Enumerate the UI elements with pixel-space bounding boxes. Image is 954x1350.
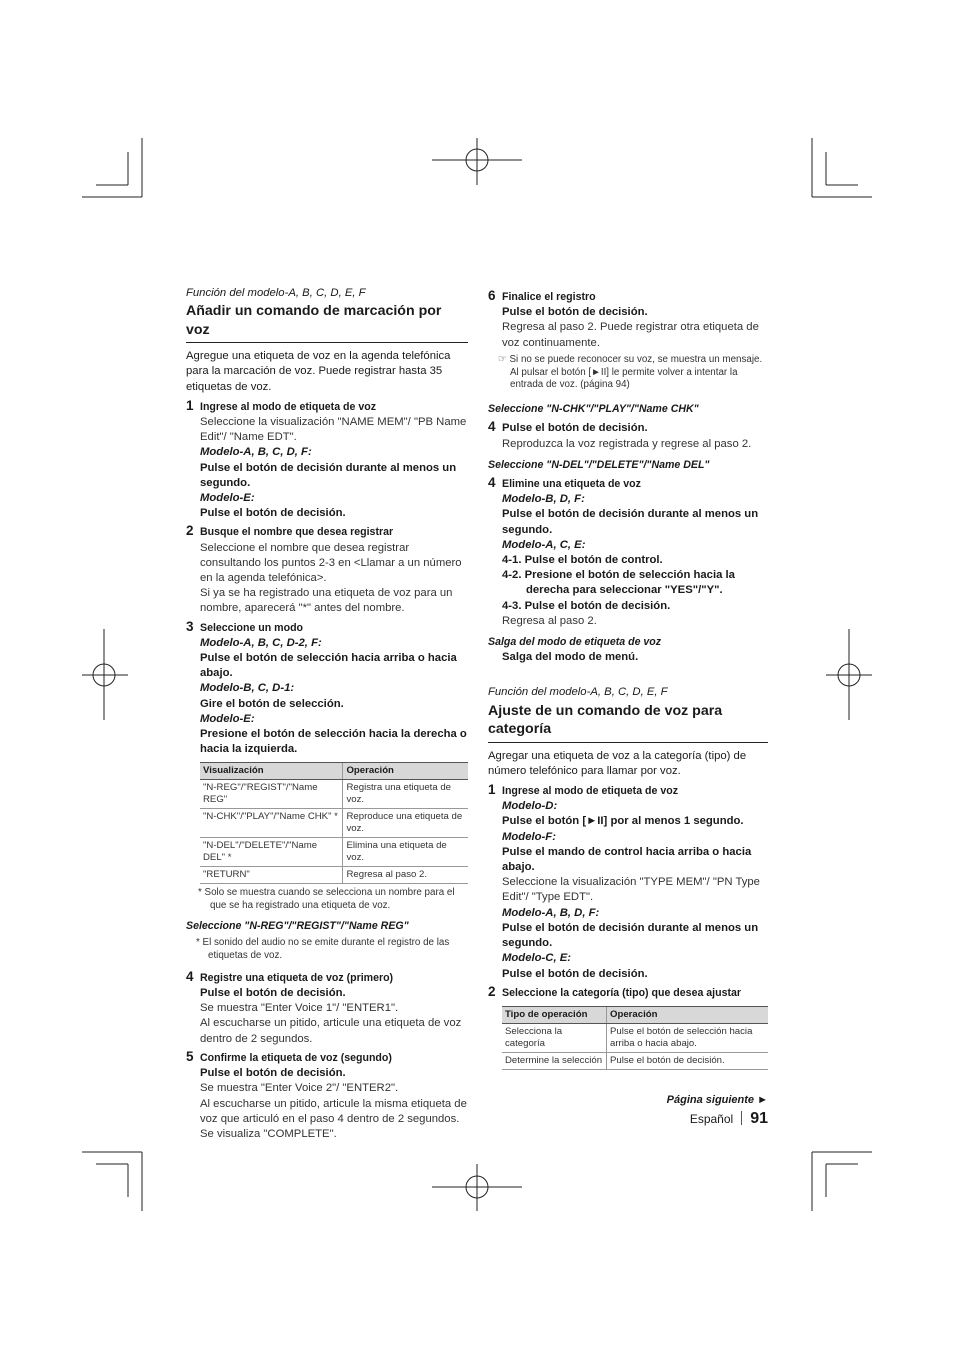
model-label: Modelo-B, D, F: [502,493,585,506]
step-text: Al escucharse un pitido, articule la misma etiqueta de voz que articuló en el paso 4 dentro de 2 segundos. [200,1097,467,1125]
table-header: Visualización [200,763,343,780]
step-number: 4 [488,475,496,491]
footer-divider [741,1111,742,1125]
table-header-row [502,1006,768,1023]
model-label: Modelo-D: [502,800,558,813]
step-instruction: Pulse el botón de decisión. [200,507,346,520]
left-column [186,286,468,1142]
table-cell: "RETURN" [200,867,343,884]
step-instruction: Presione el botón de selección hacia la derecha o hacia la izquierda. [200,728,467,756]
subsection-heading: Salga del modo de etiqueta de voz [488,636,662,649]
step-title: Seleccione un modo [200,621,304,634]
table-row [200,867,468,884]
table-cell: Pulse el botón de decisión. [607,1052,769,1069]
step-text: Seleccione la visualización "NAME MEM"/ "PB Name Edit"/ "Name EDT". [200,416,467,444]
table-row [200,780,468,809]
step-text: Si ya se ha registrado una etiqueta de voz para un nombre, aparecerá "*" antes del nombre. [200,587,453,615]
table-header-row [200,763,468,780]
model-label: Modelo-A, C, E: [502,538,586,551]
table-cell: Pulse el botón de selección hacia arriba o hacia abajo. [607,1023,769,1052]
step-number: 3 [186,618,194,634]
step-6 [488,290,768,351]
table-cell: Selecciona la categoría [502,1023,607,1052]
step-instruction: Pulse el botón de decisión. [200,1067,346,1080]
table-cell: Reproduce una etiqueta de voz. [343,809,468,838]
section-heading: Añadir un comando de marcación por voz [186,302,468,343]
category-step-2 [488,983,768,1070]
table-cell: Determine la selección [502,1052,607,1069]
step-instruction: Pulse el botón [►II] por al menos 1 segundo. [502,815,744,828]
section-intro: Agregar una etiqueta de voz a la categoría (tipo) de número telefónico para llamar por voz. [488,749,747,777]
section-intro: Agregue una etiqueta de voz en la agenda telefónica para la marcación de voz. Puede registrar hasta 35 etiquetas de voz. [186,350,451,393]
step-title: Registre una etiqueta de voz (primero) [200,971,394,984]
step-instruction: Pulse el botón de selección hacia arriba o hacia abajo. [200,652,457,680]
subsection-heading: Seleccione "N-CHK"/"PLAY"/"Name CHK" [488,403,699,416]
right-column [488,286,768,1070]
table-header: Tipo de operación [502,1006,607,1023]
model-function-note: Función del modelo-A, B, C, D, E, F [488,686,668,699]
step-2 [186,525,468,616]
subsection-heading: Seleccione "N-DEL"/"DELETE"/"Name DEL" [488,458,710,471]
mode-table [200,762,468,884]
step-text: Reproduzca la voz registrada y regrese al paso 2. [502,437,752,450]
model-label: Modelo-C, E: [502,952,572,965]
step-text: Se visualiza "COMPLETE". [200,1127,337,1140]
table-row [502,1052,768,1069]
model-label: Modelo-B, C, D-1: [200,682,295,695]
step-5 [186,1048,468,1142]
page-footer [560,1110,768,1128]
step-instruction: Pulse el botón de decisión durante al menos un segundo. [502,508,759,536]
step-instruction: Pulse el botón de decisión. [200,987,346,1000]
step-number: 5 [186,1048,194,1064]
substep: 4-2. Presione el botón de selección hacia la derecha para seleccionar "YES"/"Y". [502,569,735,597]
page-number: 91 [750,1110,768,1127]
table-header: Operación [343,763,468,780]
model-label: Modelo-A, B, C, D, F: [200,446,312,459]
step-text: Se muestra "Enter Voice 2"/ "ENTER2". [200,1082,399,1095]
step-1 [186,397,468,522]
table-row [502,1023,768,1052]
table-cell: "N-DEL"/"DELETE"/"Name DEL" * [200,838,343,867]
category-step-1 [488,784,768,982]
substep: 4-1. Pulse el botón de control. [502,554,663,567]
step-number: 6 [488,288,496,303]
retry-note: ☞ Si no se puede reconocer su voz, se muestra un mensaje. Al pulsar el botón [►II] le permite volver a intentar la entrada de voz. (página 94) [498,353,763,391]
table-cell: "N-REG"/"REGIST"/"Name REG" [200,780,343,809]
step-instruction: Pulse el botón de decisión. [502,306,648,319]
model-label: Modelo-A, B, C, D-2, F: [200,636,322,649]
step-number: 1 [186,397,194,413]
step-instruction: Pulse el botón de decisión. [502,422,648,435]
table-footnote: * Solo se muestra cuando se selecciona un nombre para el que se ha registrado una etiqueta de voz. [198,887,455,912]
step-instruction: Pulse el mando de control hacia arriba o hacia abajo. [502,845,752,874]
exit-instruction: Salga del modo de menú. [502,651,639,664]
step-text: Al escucharse un pitido, articule una etiqueta de voz dentro de 2 segundos. [200,1017,462,1045]
step-instruction: Pulse el botón de decisión durante al menos un segundo. [200,461,457,489]
step-4-check [488,421,768,451]
model-label: Modelo-A, B, D, F: [502,906,600,919]
table-row [200,838,468,867]
step-4-delete [488,477,768,629]
table-cell: Registra una etiqueta de voz. [343,780,468,809]
step-title: Seleccione la categoría (tipo) que desea ajustar [502,986,742,999]
table-cell: Elimina una etiqueta de voz. [343,838,468,867]
substep: 4-3. Pulse el botón de decisión. [502,599,671,612]
table-row [200,809,468,838]
model-label: Modelo-F: [502,830,556,843]
step-number: 2 [186,523,194,539]
register-note: * El sonido del audio no se emite durante el registro de las etiquetas de voz. [196,937,450,962]
step-title: Confirme la etiqueta de voz (segundo) [200,1051,392,1064]
table-header: Operación [607,1006,769,1023]
step-text: Se muestra "Enter Voice 1"/ "ENTER1". [200,1002,399,1015]
step-title: Ingrese al modo de etiqueta de voz [502,785,679,798]
model-function-note: Función del modelo-A, B, C, D, E, F [186,287,366,299]
step-title: Ingrese al modo de etiqueta de voz [200,400,377,413]
step-text: Seleccione el nombre que desea registrar consultando los puntos 2-3 en <Llamar a un número en la agenda telefónica>. [200,541,462,585]
section-heading: Ajuste de un comando de voz para categoría [488,702,768,743]
step-instruction: Pulse el botón de decisión. [502,967,648,980]
model-label: Modelo-E: [200,492,255,505]
table-cell: Regresa al paso 2. [343,867,468,884]
step-text: Regresa al paso 2. [502,614,597,627]
table-cell: "N-CHK"/"PLAY"/"Name CHK" * [200,809,343,838]
step-number: 1 [488,782,496,798]
step-number: 4 [488,419,496,435]
step-instruction: Pulse el botón de decisión durante al menos un segundo. [502,921,759,950]
language-label: Español [689,1112,734,1126]
step-number: 2 [488,983,496,999]
step-title: Elimine una etiqueta de voz [502,478,641,491]
step-3 [186,618,468,913]
next-page-link[interactable]: Página siguiente ► [666,1094,768,1106]
step-title: Finalice el registro [502,291,596,303]
category-table [502,1006,768,1070]
step-title: Busque el nombre que desea registrar [200,526,394,539]
step-text: Regresa al paso 2. Puede registrar otra etiqueta de voz continuamente. [502,321,759,349]
step-4 [186,968,468,1047]
step-text: Seleccione la visualización "TYPE MEM"/ "PN Type Edit"/ "Type EDT". [502,876,760,904]
subsection-heading: Seleccione "N-REG"/"REGIST"/"Name REG" [186,920,409,933]
step-instruction: Gire el botón de selección. [200,697,344,710]
model-label: Modelo-E: [200,712,255,725]
step-number: 4 [186,968,194,984]
